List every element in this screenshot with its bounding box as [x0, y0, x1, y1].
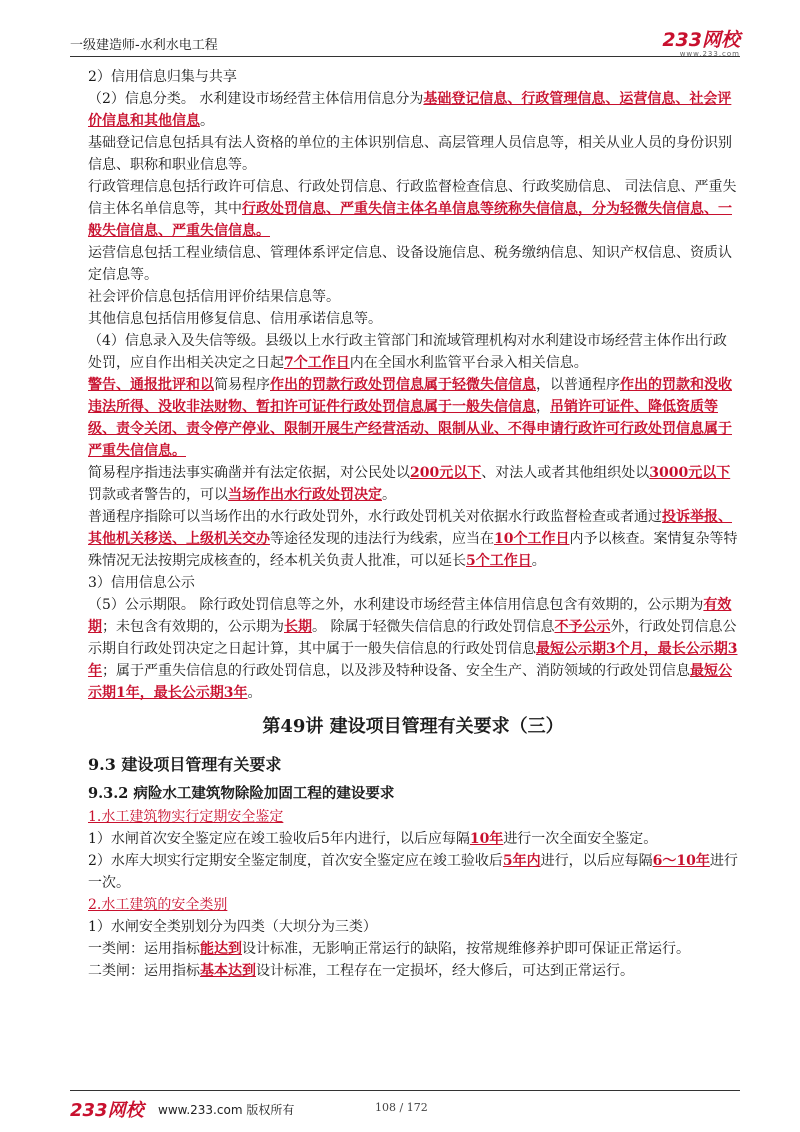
highlight-text: 基础登记信息、行政管理信息、运营信息、社会评价信息和其他信息 [88, 91, 732, 129]
body-text: 一类闸：运用指标 [88, 941, 200, 957]
body-text: 其他信息包括信用修复信息、信用承诺信息等。 [88, 311, 382, 327]
document-body [88, 66, 738, 982]
highlight-text: 作出的罚款行政处罚信息属于轻微失信信息 [270, 377, 536, 393]
page-footer [70, 1096, 740, 1120]
body-text: 运营信息包括工程业绩信息、管理体系评定信息、设备设施信息、税务缴纳信息、知识产权信息、资质认定信息等。 [88, 245, 732, 283]
subsection-heading: 9.3.2 病险水工建筑物除险加固工程的建设要求 [88, 785, 395, 802]
highlight-text: 不予公示 [554, 619, 611, 635]
highlight-text: 7个工作日 [284, 355, 350, 371]
paragraph [88, 938, 738, 960]
body-text: 二类闸：运用指标 [88, 963, 200, 979]
highlight-text: 有效期 [88, 597, 732, 635]
highlight-text: 6～10年 [652, 853, 710, 869]
safety-appraisal-section [88, 828, 738, 894]
section-heading: 9.3 建设项目管理有关要求 [88, 755, 282, 774]
highlight-text: 长期 [284, 619, 312, 635]
paragraph [88, 916, 738, 938]
body-text: 2）信用信息归集与共享 [88, 69, 237, 85]
body-text: 2）水库大坝实行定期安全鉴定制度，首次安全鉴定应在竣工验收后 [88, 853, 503, 869]
highlight-text: 最短公示期1年，最长公示期3年 [88, 663, 732, 701]
body-text: （5）公示期限。 除行政处罚信息等之外，水利建设市场经营主体信用信息包含有效期的，公示期为 [88, 597, 704, 613]
header-divider [70, 56, 740, 57]
highlight-text: 10个工作日 [494, 531, 570, 547]
lecture-title: 第49讲 建设项目管理有关要求（三） [262, 716, 564, 737]
footer-divider [70, 1090, 740, 1091]
body-text: 罚款或者警告的，可以 [88, 487, 228, 503]
paragraph [88, 828, 738, 850]
paragraph [88, 462, 738, 506]
body-text: 内予以核查。案情复杂等特殊情况无法按期完成核查的，经本机关负责人批准，可以延长 [88, 531, 738, 569]
body-text: （4）信息录入及失信等级。县级以上水行政主管部门和流域管理机构对水利建设市场经营主体作出行政处罚，应自作出相关决定之日起 [88, 333, 727, 371]
body-text: 设计标准，工程存在一定损坏，经大修后，可达到正常运行。 [256, 963, 634, 979]
highlight-text: 3000元以下 [649, 465, 731, 481]
paragraph [88, 506, 738, 572]
paragraph [88, 330, 738, 374]
subheading-safety-appraisal: 1.水工建筑物实行定期安全鉴定 [88, 809, 284, 825]
brand-logo [662, 30, 740, 58]
body-text: ；属于严重失信信息的行政处罚信息，以及涉及特种设备、安全生产、消防领域的行政处罚信息 [102, 663, 690, 679]
body-text: 社会评价信息包括信用评价结果信息等。 [88, 289, 340, 305]
highlight-text: 10年 [469, 831, 504, 847]
logo-url: www.233.com [679, 50, 740, 58]
body-text: 外，行政处罚信息公示期自行政处罚决定之日起计算，其中属于一般失信信息的行政处罚信息 [88, 619, 737, 657]
body-text: 普通程序 [564, 377, 620, 393]
logo-text: 233网校 [662, 29, 740, 51]
body-text: 进行一次全面安全鉴定。 [503, 831, 658, 847]
highlight-text: 5年内 [502, 853, 541, 869]
body-text: 。 [531, 553, 546, 569]
highlight-text: 行政处罚信息、严重失信主体名单信息等统称失信信息，分为轻微失信信息、一般失信信息、严重失信信息。 [88, 201, 732, 239]
footer-logo: 233网校 [70, 1100, 144, 1121]
highlight-text: 当场作出水行政处罚决定 [228, 487, 382, 503]
paragraph [88, 308, 738, 330]
body-text: 、对法人或者其他组织处以 [481, 465, 650, 481]
paragraph [88, 132, 738, 176]
body-text: 。 [247, 685, 262, 701]
page-number: 108 / 172 [375, 1101, 428, 1114]
paragraph [88, 242, 738, 286]
body-text: ，以 [536, 377, 564, 393]
body-text: 1）水闸安全类别划分为四类（大坝分为三类） [88, 919, 377, 935]
paragraph [88, 960, 738, 982]
highlight-text: 基本达到 [200, 963, 256, 979]
body-text: 简易程序指违法事实确凿并有法定依据，对公民处以 [88, 465, 410, 481]
page-header [70, 29, 740, 58]
safety-category-section [88, 916, 738, 982]
body-text: 基础登记信息包括具有法人资格的单位的主体识别信息、高层管理人员信息等，相关从业人员的身份识别信息、职称和职业信息等。 [88, 135, 732, 173]
footer-copyright: www.233.com 版权所有 [158, 1103, 295, 1117]
body-text: 。 [200, 113, 214, 129]
paragraph [88, 572, 738, 594]
paragraph [88, 594, 738, 704]
paragraph [88, 374, 738, 462]
body-text: 等途径发现的违法行为线索，应当在 [270, 531, 494, 547]
highlight-text: 能达到 [200, 941, 242, 957]
highlight-text: 吊销许可证件、降低资质等级、责令关闭、责令停产停业、限制开展生产经营活动、限制从业、不得申请行政许可行政处罚信息属于严重失信信息。 [88, 399, 732, 459]
body-text: 。 除属于轻微失信信息的行政处罚信息 [312, 619, 555, 635]
highlight-text: 投诉举报、 其他机关移送、上级机关交办 [88, 509, 732, 547]
body-text: ；未包含有效期的，公示期为 [102, 619, 284, 635]
body-text: 普通程序指除可以当场作出的水行政处罚外，水行政处罚机关对依据水行政监督检查或者通过 [88, 509, 662, 525]
credit-info-section [88, 66, 738, 704]
header-title: 一级建造师-水利水电工程 [70, 38, 218, 53]
body-text: 。 [382, 487, 396, 503]
body-text: 设计标准，无影响正常运行的缺陷，按常规维修养护即可保证正常运行。 [242, 941, 690, 957]
body-text: 3）信用信息公示 [88, 575, 195, 591]
body-text: 进行，以后应每隔 [540, 853, 653, 869]
paragraph [88, 88, 738, 132]
paragraph [88, 286, 738, 308]
paragraph [88, 66, 738, 88]
highlight-text: 最短公示期3个月，最长公示期3年 [88, 641, 738, 679]
highlight-text: 警告、通报批评和以 [88, 377, 214, 393]
subheading-safety-category: 2.水工建筑的安全类别 [88, 897, 228, 913]
paragraph [88, 176, 738, 242]
body-text: 1）水闸首次安全鉴定应在竣工验收后5年内进行，以后应每隔 [88, 831, 470, 847]
highlight-text: 作出的罚款和没收违法所得、没收非法财物、暂扣许可证件行政处罚信息属于一般失信信息 [88, 377, 732, 415]
body-text: 进行一次。 [88, 853, 738, 891]
body-text: 内在全国水利监管平台录入相关信息。 [349, 355, 588, 371]
highlight-text: 5个工作日 [466, 553, 532, 569]
body-text: 简易程序 [214, 377, 270, 393]
body-text: 行政管理信息包括行政许可信息、行政处罚信息、行政监督检查信息、行政奖励信息、 司法信息、严重失信主体名单信息等，其中 [88, 179, 737, 217]
body-text: ， [536, 399, 550, 415]
highlight-text: 200元以下 [410, 465, 482, 481]
body-text: （2）信息分类。 水利建设市场经营主体信用信息分为 [88, 91, 424, 107]
paragraph [88, 850, 738, 894]
